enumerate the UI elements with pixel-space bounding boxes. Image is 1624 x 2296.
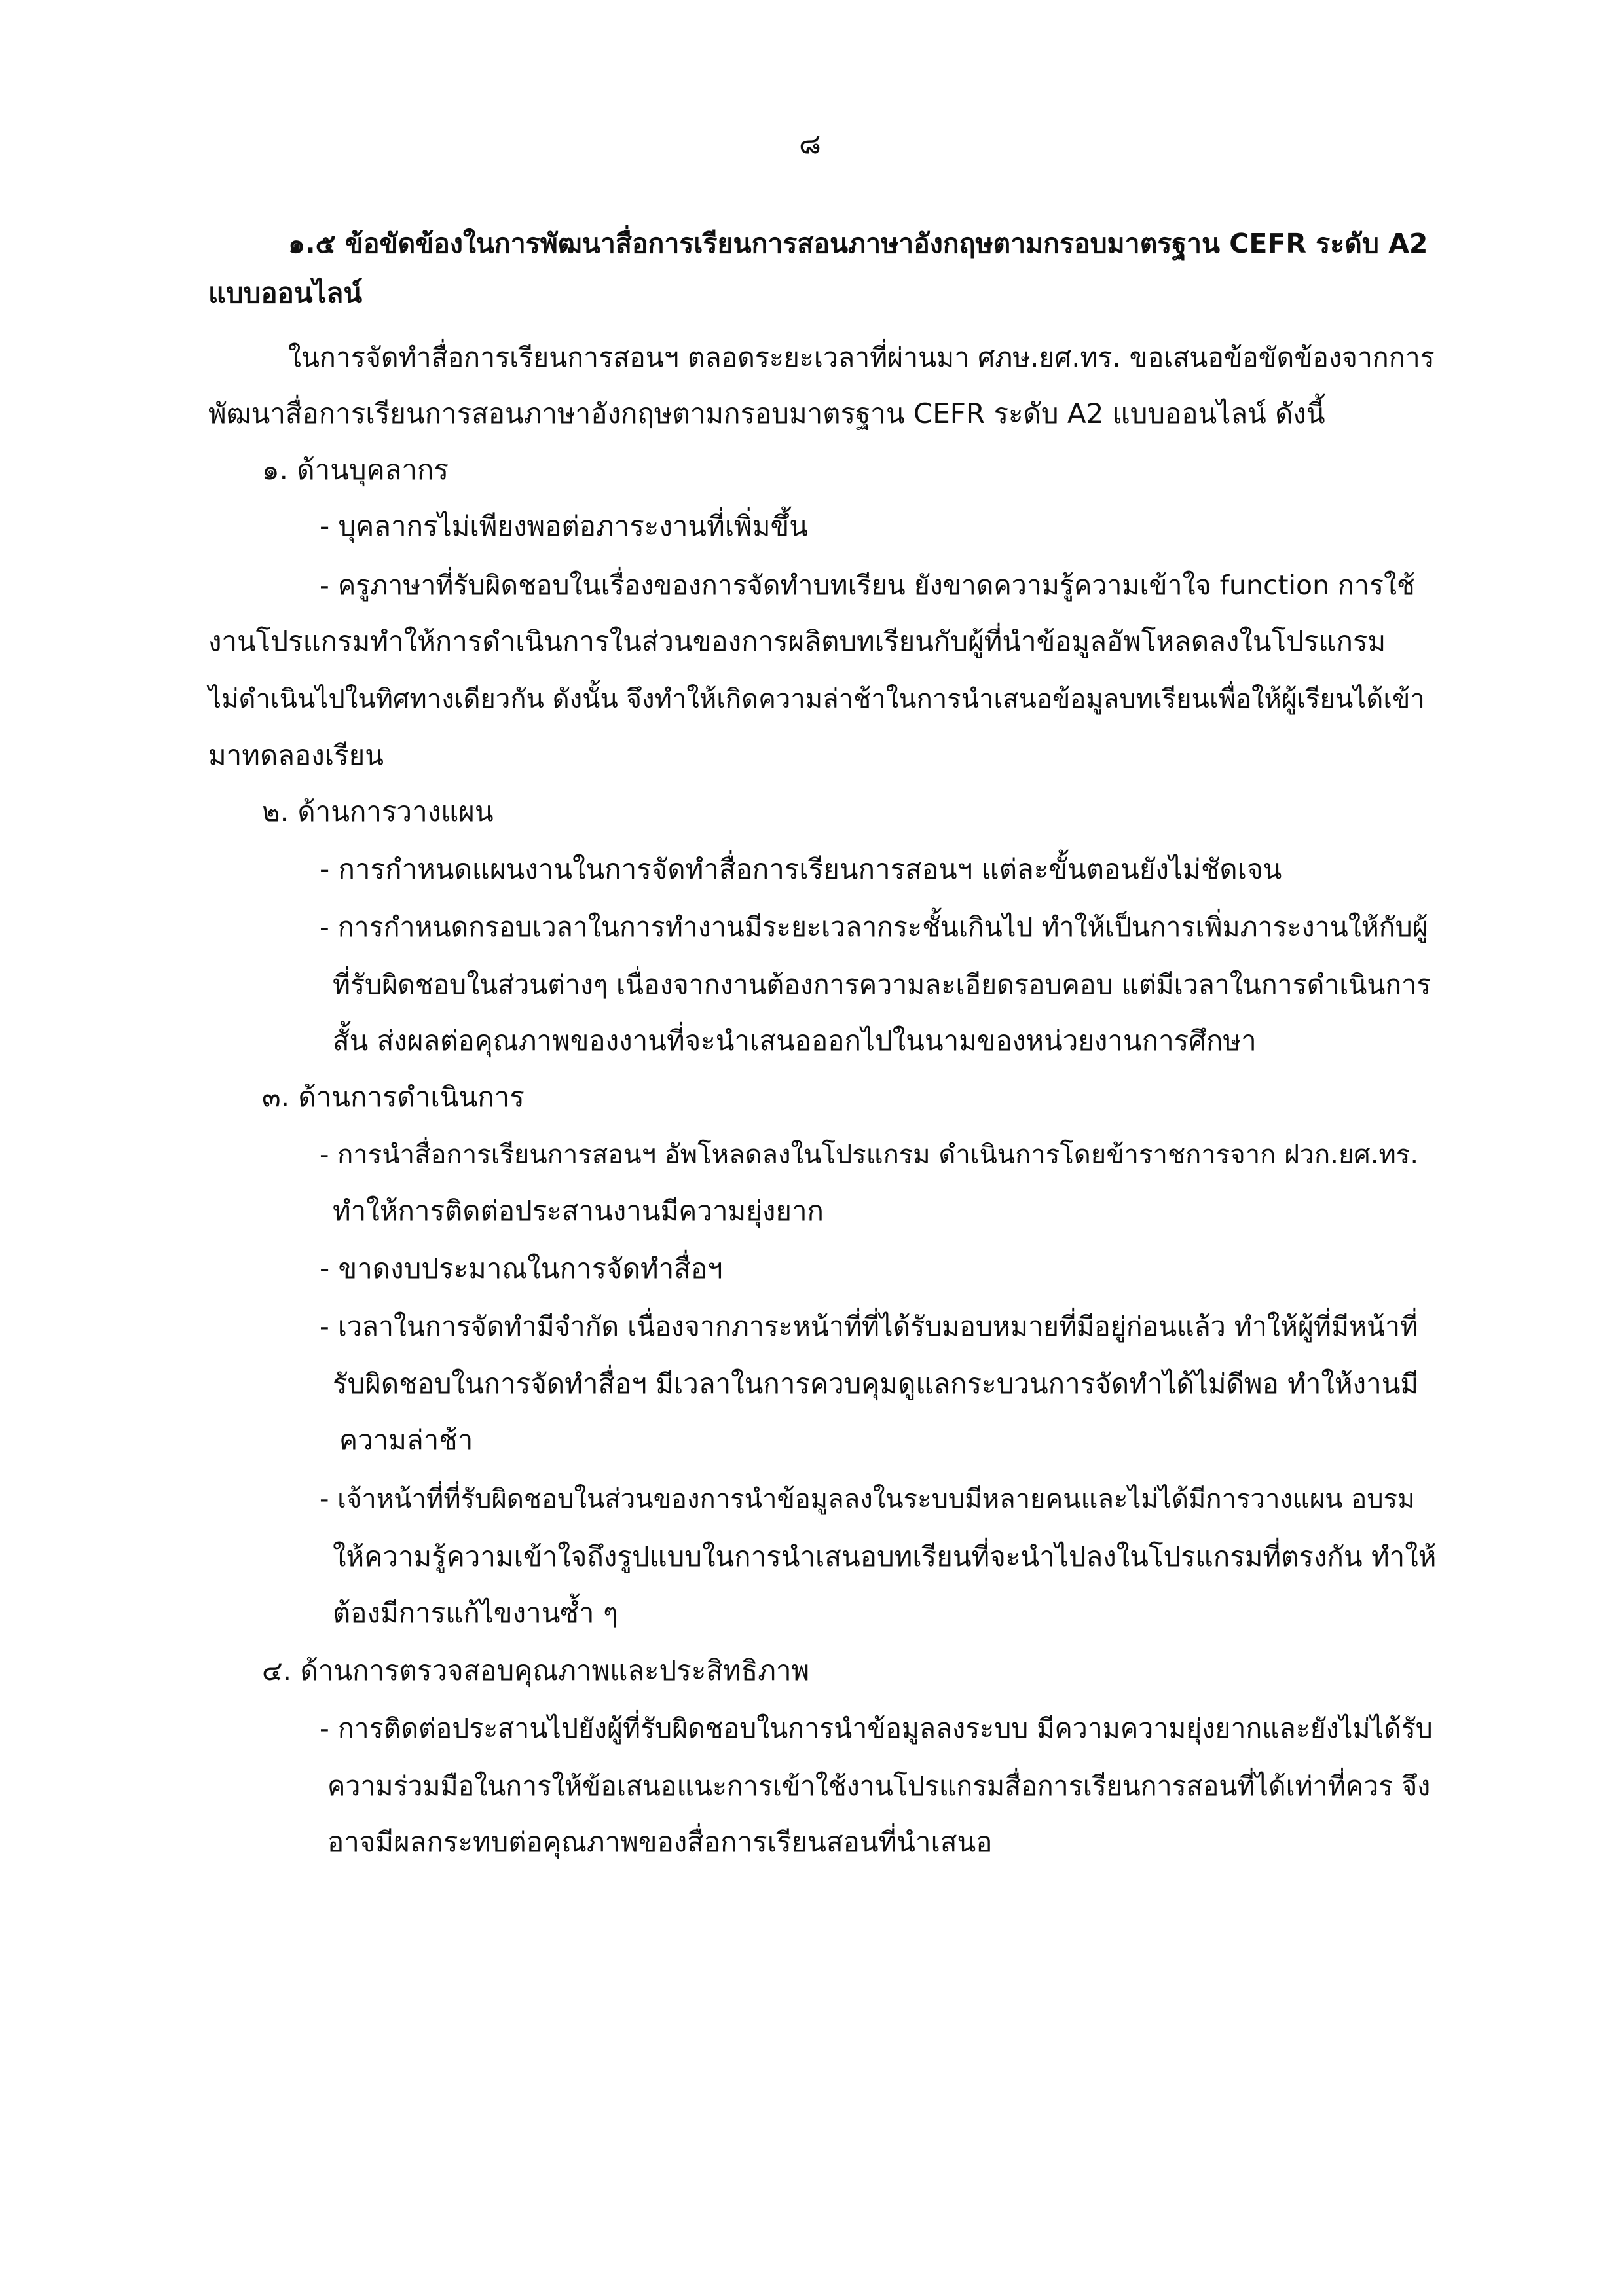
topic-item-line: - การกำหนดกรอบเวลาในการทำงานมีระยะเวลากระชั้นเกินไป ทำให้เป็นการเพิ่มภาระงานให้กับผู้ xyxy=(320,911,1428,943)
topic-item-line: ให้ความรู้ความเข้าใจถึงรูปแบบในการนำเสนอบทเรียนที่จะนำไปลงในโปรแกรมที่ตรงกัน ทำให้ xyxy=(333,1540,1437,1573)
topic-item-line: ต้องมีการแก้ไขงานซ้ำ ๆ xyxy=(333,1597,618,1629)
section-title-line-2: แบบออนไลน์ xyxy=(208,277,363,309)
topic-item-line: งานโปรแกรมทำให้การดำเนินการในส่วนของการผลิตบทเรียนกับผู้ที่นำข้อมูลอัพโหลดลงในโปรแกรม xyxy=(208,625,1386,657)
topic-item-line: - การนำสื่อการเรียนการสอนฯ อัพโหลดลงในโปรแกรม ดำเนินการโดยข้าราชการจาก ฝวก.ยศ.ทร. xyxy=(320,1140,1419,1170)
topic-item-line: - เวลาในการจัดทำมีจำกัด เนื่องจากภาระหน้าที่ที่ได้รับมอบหมายที่มีอยู่ก่อนแล้ว ทำให้ผู้ที่มีหน้าที่ xyxy=(320,1311,1418,1342)
topic-item-line: อาจมีผลกระทบต่อคุณภาพของสื่อการเรียนสอนที่นำเสนอ xyxy=(327,1826,993,1858)
topic-item-line: ที่รับผิดชอบในส่วนต่างๆ เนื่องจากงานต้องการความละเอียดรอบคอบ แต่มีเวลาในการดำเนินการ xyxy=(333,969,1431,1000)
topic-item-line: - บุคลากรไม่เพียงพอต่อภาระงานที่เพิ่มขึ้น xyxy=(320,510,808,542)
topic-item-line: ความล่าช้า xyxy=(339,1424,473,1456)
topic-item-line: มาทดลองเรียน xyxy=(208,739,384,771)
topic-item-line: - ครูภาษาที่รับผิดชอบในเรื่องของการจัดทำบทเรียน ยังขาดความรู้ความเข้าใจ function การใช้ xyxy=(320,570,1415,601)
page-number: ๘ xyxy=(799,127,821,160)
section-title-line-1: ๑.๕ ข้อขัดข้องในการพัฒนาสื่อการเรียนการสอนภาษาอังกฤษตามกรอบมาตรฐาน CEFR ระดับ A2 xyxy=(288,228,1428,259)
topic-item-line: รับผิดชอบในการจัดทำสื่อฯ มีเวลาในการควบคุมดูแลกระบวนการจัดทำได้ไม่ดีพอ ทำให้งานมี xyxy=(333,1368,1419,1400)
topic-heading-planning: ๒. ด้านการวางแผน xyxy=(262,795,494,828)
topic-item-line: - เจ้าหน้าที่ที่รับผิดชอบในส่วนของการนำข้อมูลลงในระบบมีหลายคนและไม่ได้มีการวางแผน อบรม xyxy=(320,1484,1415,1514)
topic-item-line: ทำให้การติดต่อประสานงานมีความยุ่งยาก xyxy=(333,1195,824,1227)
intro-paragraph-line-2: พัฒนาสื่อการเรียนการสอนภาษาอังกฤษตามกรอบมาตรฐาน CEFR ระดับ A2 แบบออนไลน์ ดังนี้ xyxy=(208,397,1325,429)
topic-item-line: ความร่วมมือในการให้ข้อเสนอแนะการเข้าใช้งานโปรแกรมสื่อการเรียนการสอนที่ได้เท่าที่ควร จึง xyxy=(327,1770,1431,1802)
topic-item-line: - การกำหนดแผนงานในการจัดทำสื่อการเรียนการสอนฯ แต่ละขั้นตอนยังไม่ชัดเจน xyxy=(320,853,1282,885)
intro-paragraph-line-1: ในการจัดทำสื่อการเรียนการสอนฯ ตลอดระยะเวลาที่ผ่านมา ศภษ.ยศ.ทร. ขอเสนอข้อขัดข้องจากการ xyxy=(288,342,1435,373)
topic-heading-personnel: ๑. ด้านบุคลากร xyxy=(262,454,449,486)
topic-heading-quality-assessment: ๔. ด้านการตรวจสอบคุณภาพและประสิทธิภาพ xyxy=(262,1654,810,1686)
topic-item-line: ไม่ดำเนินไปในทิศทางเดียวกัน ดังนั้น จึงทำให้เกิดความล่าช้าในการนำเสนอข้อมูลบทเรียนเพื่อให้ผู้เรียนได้เข้า xyxy=(208,684,1425,714)
topic-item-line: สั้น ส่งผลต่อคุณภาพของงานที่จะนำเสนอออกไปในนามของหน่วยงานการศึกษา xyxy=(333,1025,1257,1057)
topic-item-line: - การติดต่อประสานไปยังผู้ที่รับผิดชอบในการนำข้อมูลลงระบบ มีความความยุ่งยากและยังไม่ได้รับ xyxy=(320,1713,1433,1744)
topic-item-line: - ขาดงบประมาณในการจัดทำสื่อฯ xyxy=(320,1252,723,1285)
topic-heading-operations: ๓. ด้านการดำเนินการ xyxy=(262,1081,525,1113)
